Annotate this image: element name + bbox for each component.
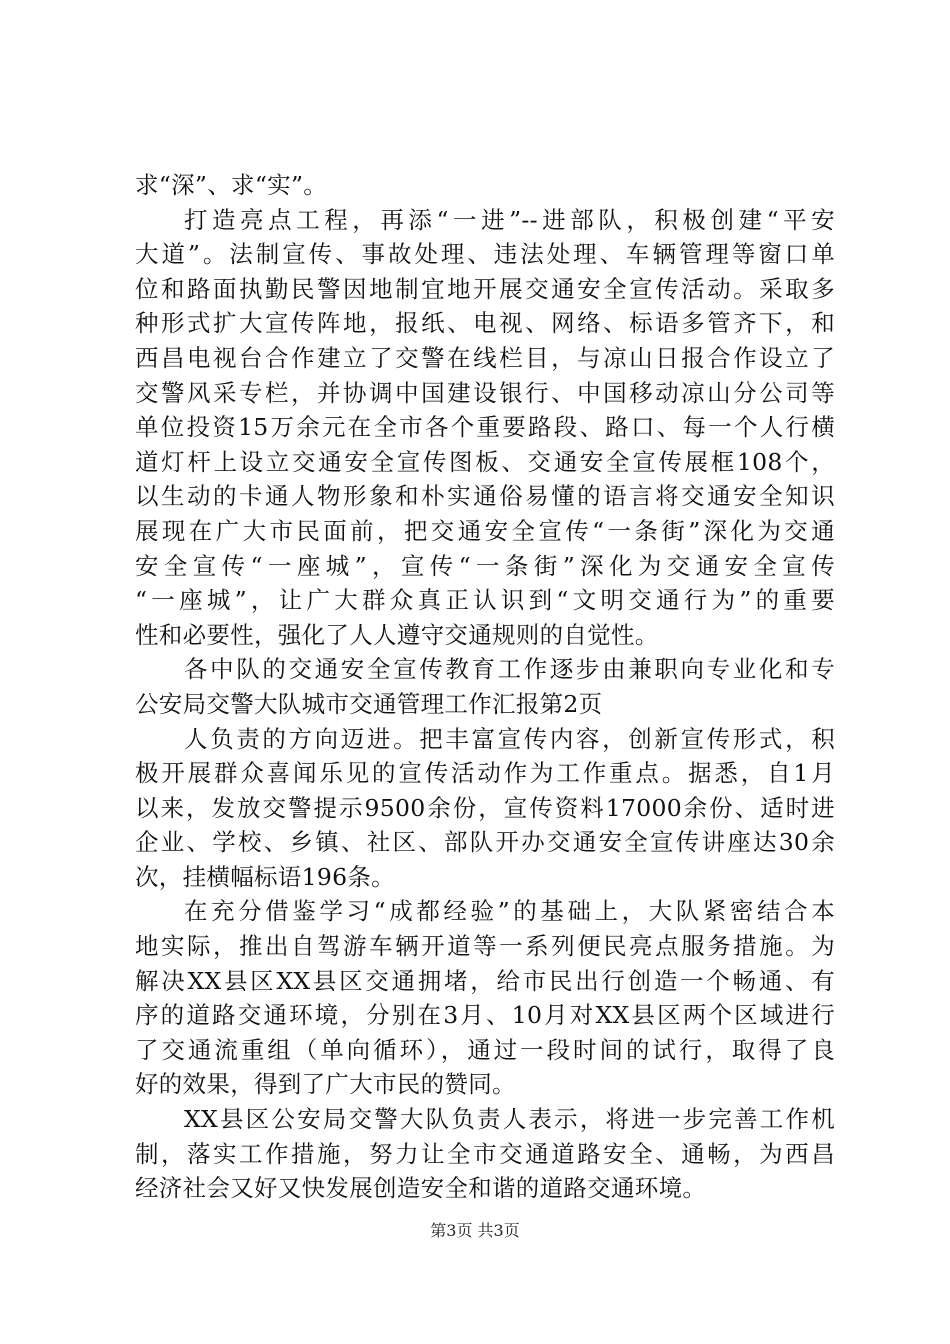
text-line: 在充分借鉴学习“成都经验”的基础上，大队紧密结合本 [184,897,835,926]
text-line: 序的道路交通环境，分别在3月、10月对XX县区两个区域进行 [135,1001,835,1030]
text-line: 解决XX县区XX县区交通拥堵，给市民出行创造一个畅通、有 [135,966,835,995]
text-line: 各中队的交通安全宣传教育工作逐步由兼职向专业化和专 [184,655,835,684]
text-line: 人负责的方向迈进。把丰富宣传内容，创新宣传形式，积 [184,724,835,753]
text-line: 次，挂横幅标语196条。 [135,862,395,891]
text-line: “一座城”，让广大群众真正认识到“文明交通行为”的重要 [135,586,835,615]
text-line: 位和路面执勤民警因地制宜地开展交通安全宣传活动。采取多 [135,274,835,303]
text-line: 单位投资15万余元在全市各个重要路段、路口、每一个人行横 [135,413,835,442]
text-line: 以来，发放交警提示9500余份，宣传资料17000余份、适时进 [135,793,835,822]
text-line: 好的效果，得到了广大市民的赞同。 [135,1070,516,1099]
text-line: 地实际，推出自驾游车辆开道等一系列便民亮点服务措施。为 [135,932,835,961]
text-line: 企业、学校、乡镇、社区、部队开办交通安全宣传讲座达30余 [135,828,835,857]
text-line: 制，落实工作措施，努力让全市交通道路安全、通畅，为西昌 [135,1139,835,1168]
text-line: 了交通流重组（单向循环），通过一段时间的试行，取得了良 [135,1035,835,1064]
text-line: 打造亮点工程，再添“一进”--进部队，积极创建“平安 [184,205,835,234]
text-line: 道灯杆上设立交通安全宣传图板、交通安全宣传展框108个， [135,447,835,476]
text-line: 展现在广大市民面前，把交通安全宣传“一条街”深化为交通 [135,516,835,545]
body-text [135,168,835,1206]
text-line: 公安局交警大队城市交通管理工作汇报第2页 [135,689,603,718]
text-line: 交警风采专栏，并协调中国建设银行、中国移动凉山分公司等 [135,378,835,407]
text-line: 以生动的卡通人物形象和朴实通俗易懂的语言将交通安全知识 [135,482,835,511]
text-line: XX县区公安局交警大队负责人表示，将进一步完善工作机 [184,1105,835,1134]
text-line: 经济社会又好又快发展创造安全和谐的道路交通环境。 [135,1174,707,1203]
page-footer: 第3页 共3页 [430,1221,520,1240]
text-line: 种形式扩大宣传阵地，报纸、电视、网络、标语多管齐下，和 [135,309,835,338]
text-line: 极开展群众喜闻乐见的宣传活动作为工作重点。据悉，自1月 [135,759,835,788]
text-line: 性和必要性，强化了人人遵守交通规则的自觉性。 [135,620,659,649]
text-line: 安全宣传“一座城”，宣传“一条街”深化为交通安全宣传 [135,551,835,580]
text-line: 西昌电视台合作建立了交警在线栏目，与凉山日报合作设立了 [135,343,835,372]
text-line: 求“深”、求“实”。 [135,171,328,199]
text-line: 大道”。法制宣传、事故处理、违法处理、车辆管理等窗口单 [135,240,835,269]
